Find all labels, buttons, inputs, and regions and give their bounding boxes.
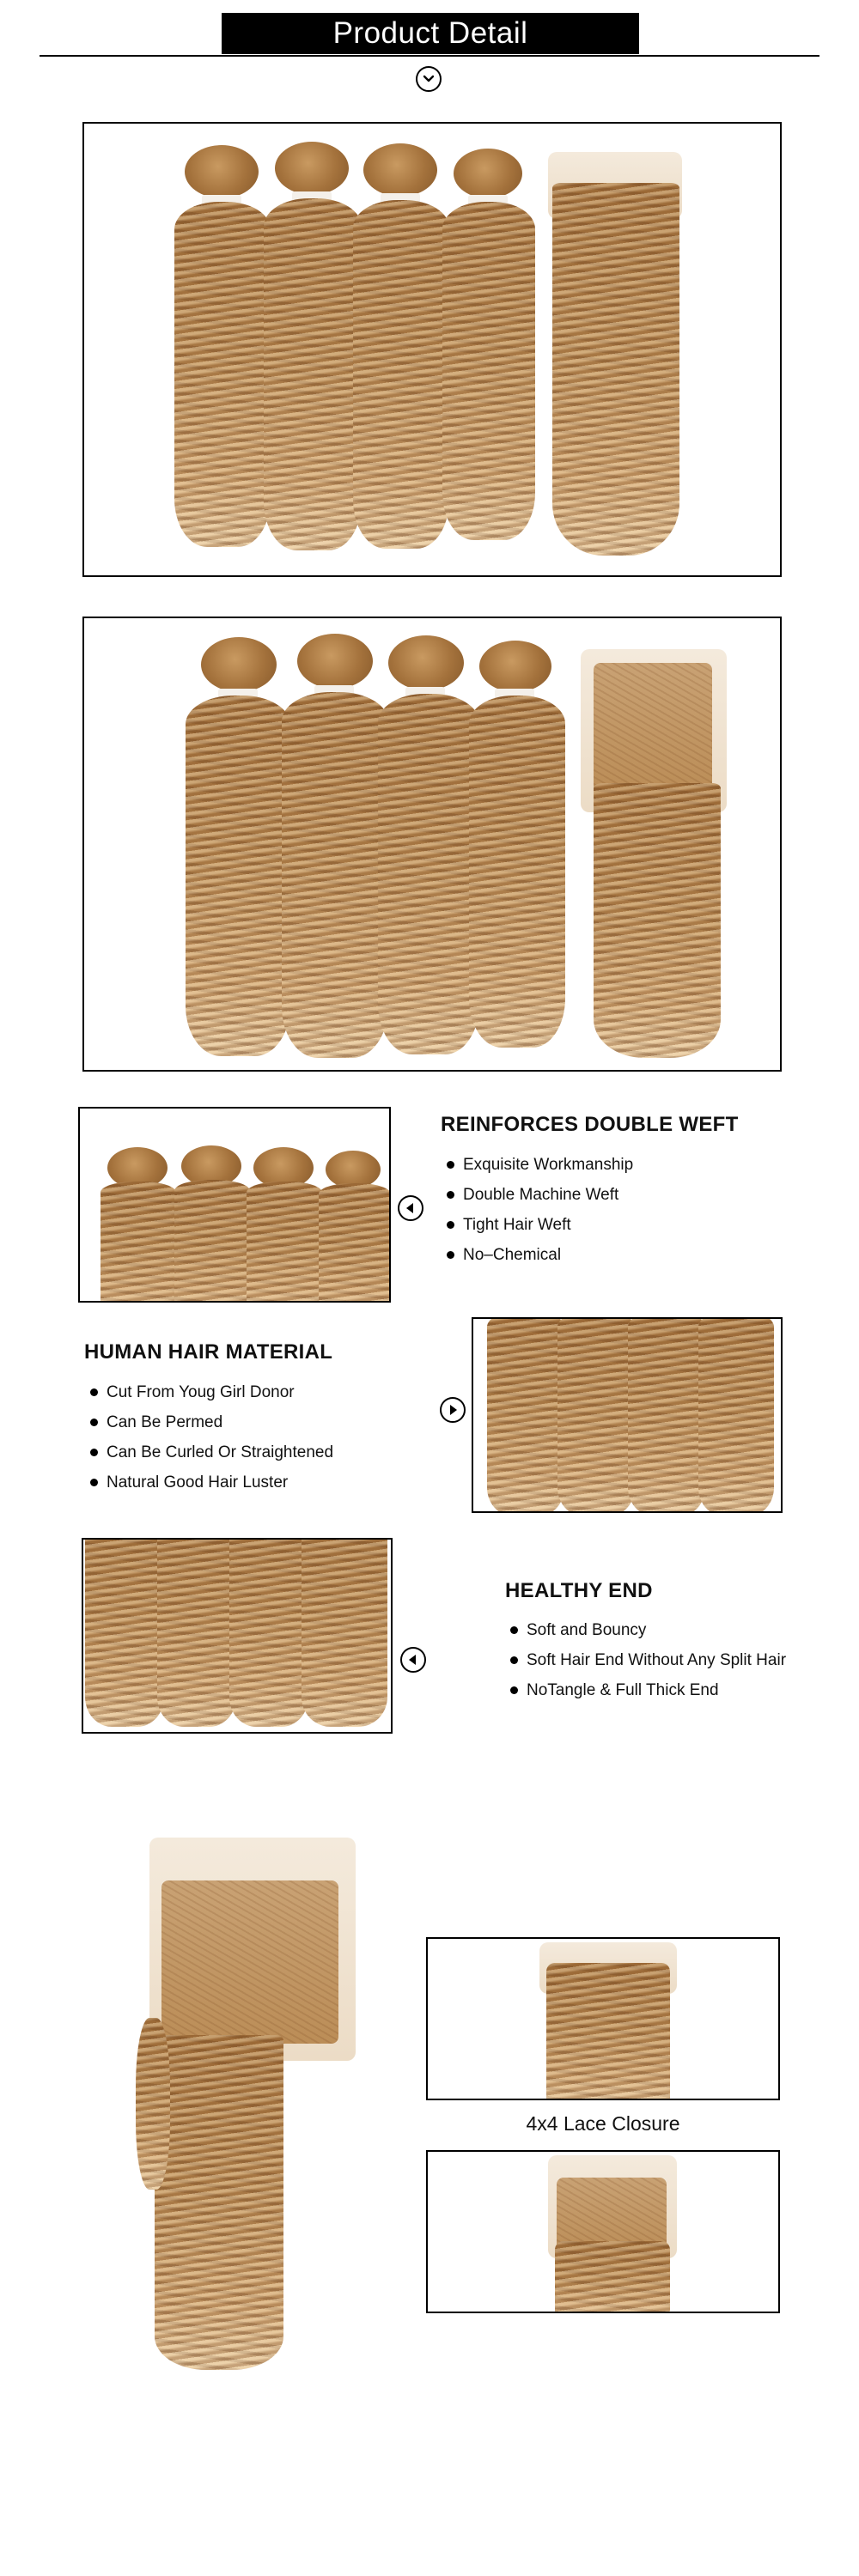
list-item: Exquisite Workmanship: [447, 1150, 633, 1180]
list-item: Can Be Permed: [90, 1407, 333, 1437]
closure-photo-large: [137, 1829, 369, 2379]
bullet-icon: [447, 1191, 454, 1199]
feature-title-double-weft: REINFORCES DOUBLE WEFT: [441, 1113, 739, 1136]
feature-title-healthy-end: HEALTHY END: [505, 1579, 653, 1602]
list-item: Soft and Bouncy: [510, 1615, 786, 1645]
header-divider: [40, 55, 819, 57]
bullet-icon: [90, 1449, 98, 1456]
bullet-icon: [447, 1161, 454, 1169]
list-item: No–Chemical: [447, 1240, 633, 1270]
list-item: Tight Hair Weft: [447, 1210, 633, 1240]
list-item: Double Machine Weft: [447, 1180, 633, 1210]
list-item: Soft Hair End Without Any Split Hair: [510, 1645, 786, 1675]
product-photo-bundles-closure-front: [82, 617, 782, 1072]
bullet-icon: [510, 1626, 518, 1634]
bullet-icon: [447, 1251, 454, 1259]
feature-photo-double-weft: [78, 1107, 391, 1303]
list-item: NoTangle & Full Thick End: [510, 1675, 786, 1705]
bullet-icon: [510, 1656, 518, 1664]
closure-detail-photo-bottom: [426, 2150, 780, 2313]
feature-title-hair-material: HUMAN HAIR MATERIAL: [84, 1340, 333, 1364]
product-photo-bundles-closure: [82, 122, 782, 577]
feature-photo-healthy-end: [82, 1538, 393, 1734]
bullet-icon: [90, 1479, 98, 1486]
list-item: Natural Good Hair Luster: [90, 1467, 333, 1498]
chevron-down-icon[interactable]: [416, 66, 442, 92]
list-item: Can Be Curled Or Straightened: [90, 1437, 333, 1467]
closure-detail-photo-top: [426, 1937, 780, 2100]
arrow-left-icon[interactable]: [398, 1195, 423, 1221]
page-title: Product Detail: [222, 13, 639, 54]
closure-caption: 4x4 Lace Closure: [526, 2112, 680, 2135]
arrow-right-icon[interactable]: [440, 1397, 466, 1423]
feature-list-hair-material: [90, 1377, 333, 1498]
feature-list-healthy-end: [510, 1615, 786, 1705]
bullet-icon: [447, 1221, 454, 1229]
list-item: Cut From Youg Girl Donor: [90, 1377, 333, 1407]
bullet-icon: [510, 1686, 518, 1694]
bullet-icon: [90, 1419, 98, 1426]
bullet-icon: [90, 1388, 98, 1396]
feature-photo-hair-material: [472, 1317, 783, 1513]
arrow-left-icon[interactable]: [400, 1647, 426, 1673]
feature-list-double-weft: [447, 1150, 633, 1270]
